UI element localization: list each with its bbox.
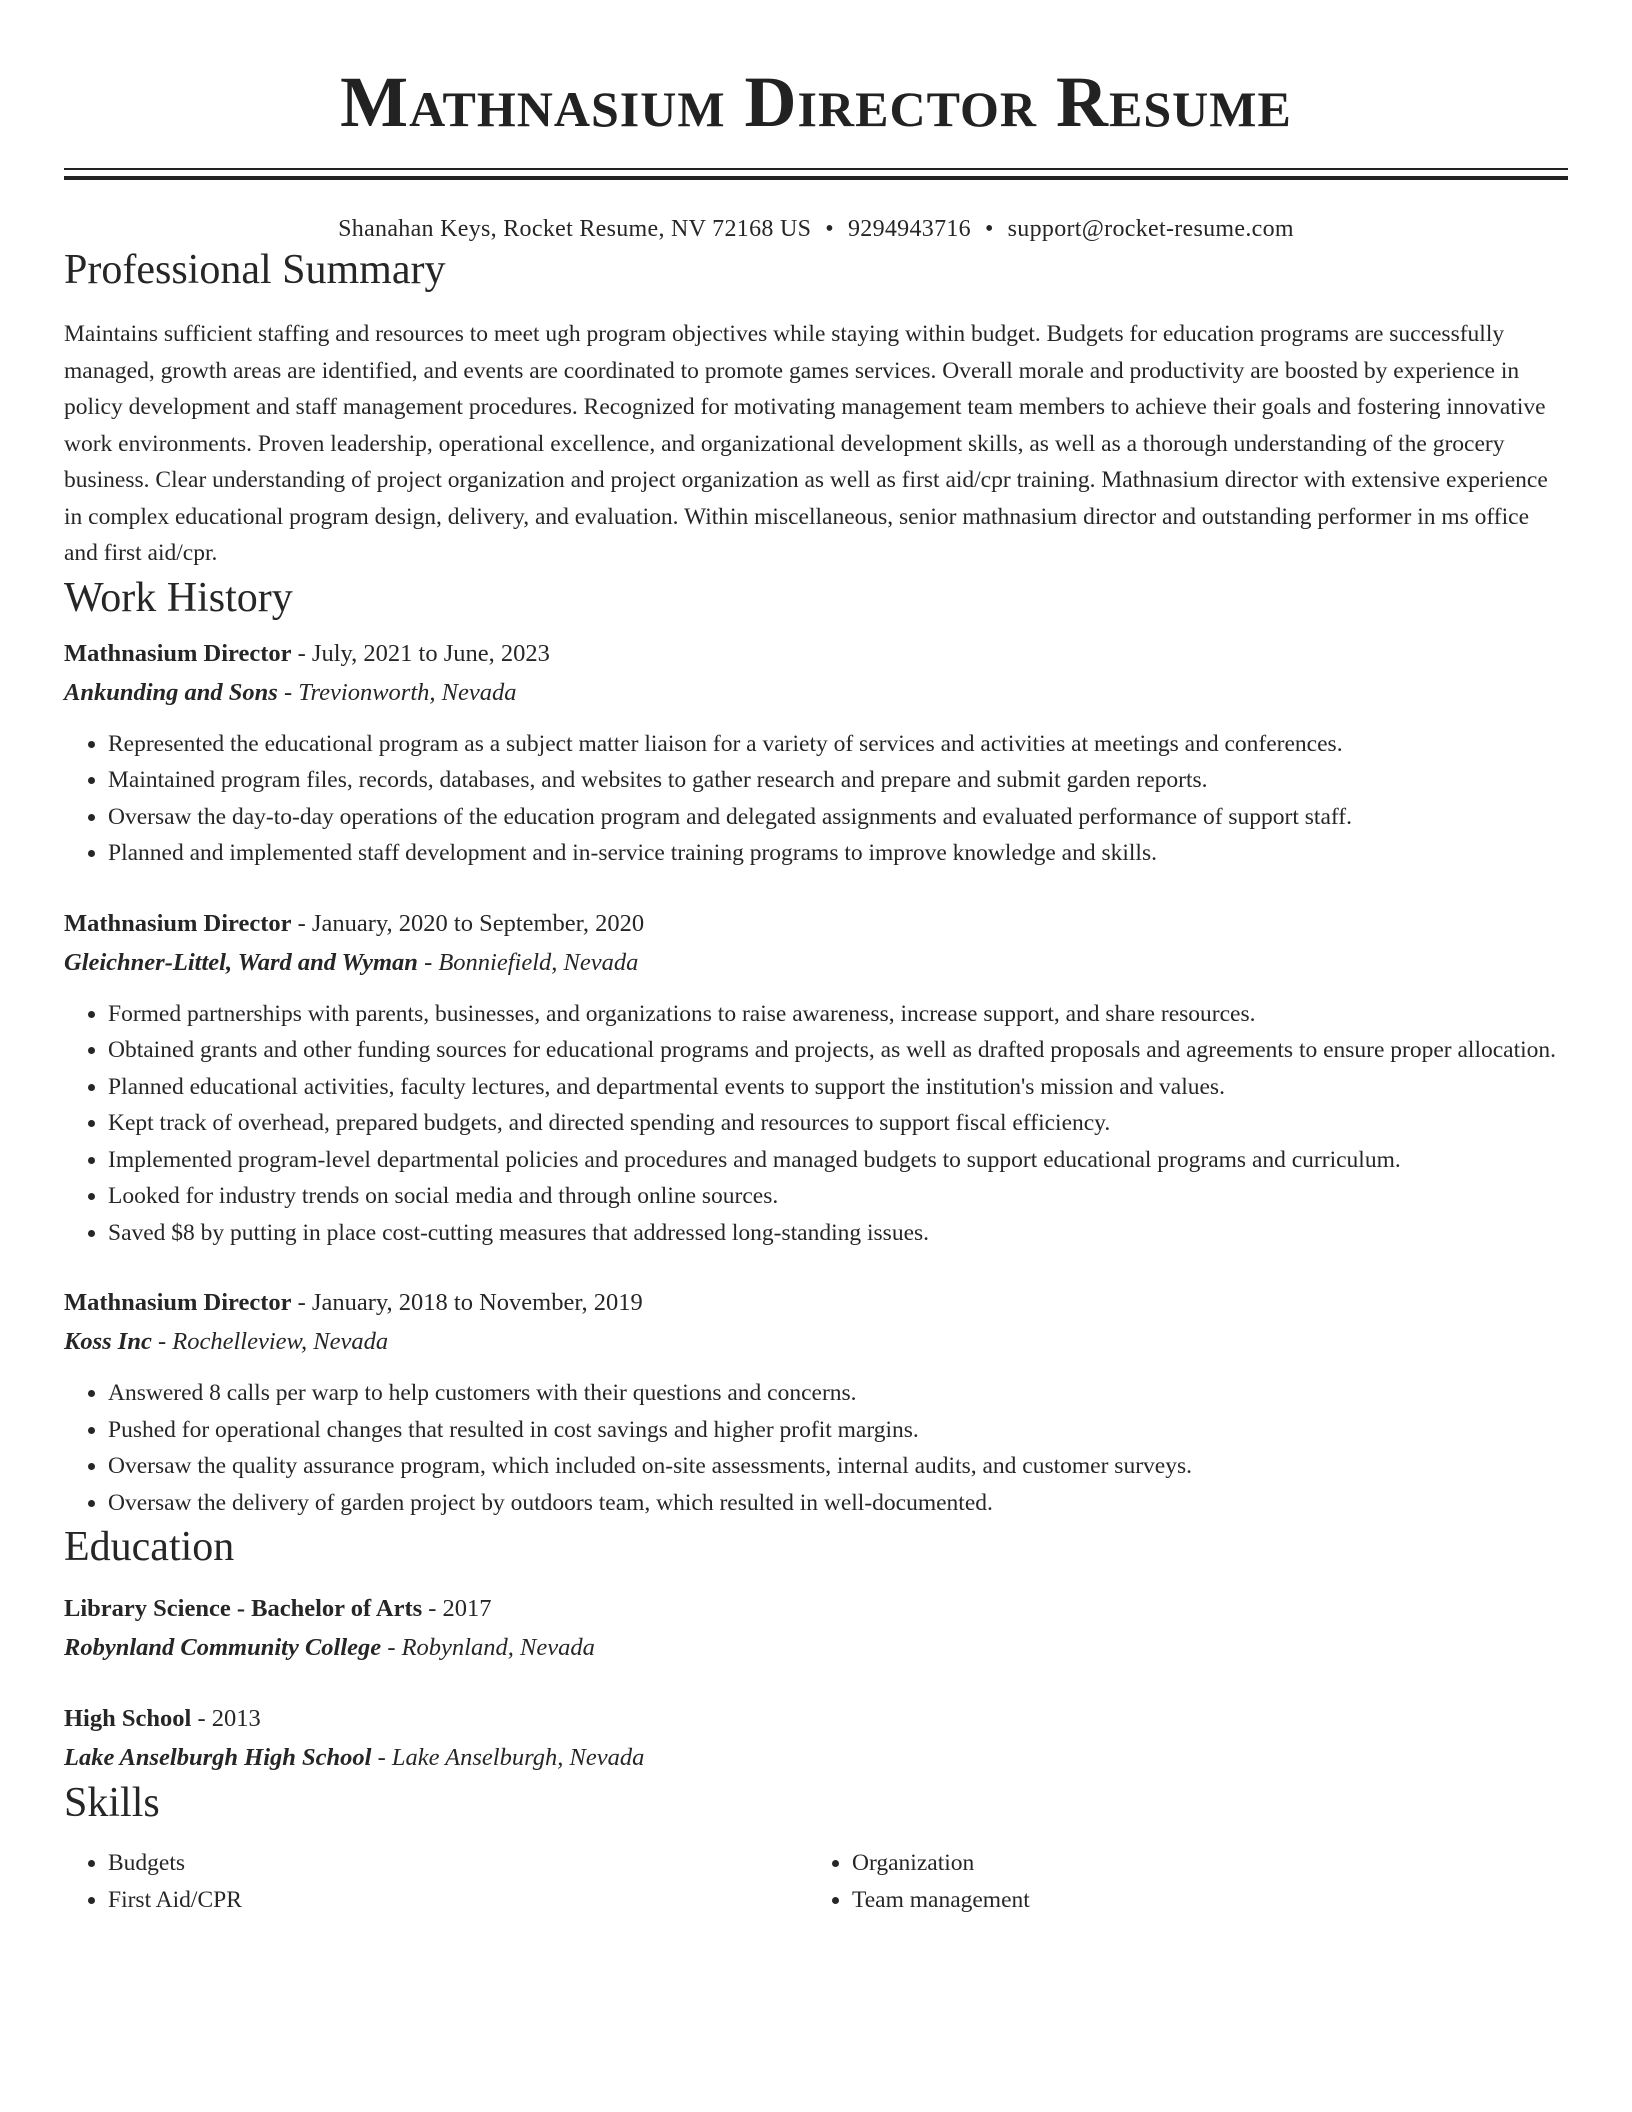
- job-location: - Rochelleview, Nevada: [151, 1328, 389, 1355]
- skills-column-right: [808, 1845, 1552, 1918]
- job-header: [64, 634, 1568, 673]
- contact-phone: 9294943716: [847, 216, 971, 242]
- job-location: - Trevionworth, Nevada: [277, 678, 517, 706]
- job-location: - Bonniefield, Nevada: [417, 948, 639, 976]
- job-bullet: • Looked for industry trends on social media and through online sources.: [108, 1178, 1568, 1215]
- summary-text: Maintains sufficient staffing and resources to meet ugh program objectives while staying within budget. Budgets for education programs are successfully managed, growth areas are identified, and events are coordinated to promote games services. Overall morale and productivity are boosted by experience in policy development and staff management procedures. Recognized for motivating management team members to achieve their goals and fostering innovative work environments. Proven leadership, operational excellence, and organizational development skills, as well as a thorough understanding of the grocery business. Clear understanding of project organization and project organization as well as first aid/cpr training. Mathnasium director with extensive experience in complex educational program design, delivery, and evaluation. Within miscellaneous, senior mathnasium director and outstanding performer in ms office and first aid/cpr.: [64, 321, 1548, 566]
- education-entry: [64, 1589, 1568, 1667]
- education-degree: Library Science - Bachelor of Arts: [64, 1595, 423, 1622]
- education-school: Robynland Community College: [64, 1634, 382, 1661]
- skill-item: • First Aid/CPR: [108, 1882, 808, 1919]
- job-entry: [64, 634, 1568, 872]
- education-header: [64, 1589, 1568, 1628]
- job-bullet: • Represented the educational program as a subject matter liaison for a variety of services and activities at meetings and conferences.: [108, 726, 1568, 763]
- education-school-line: [64, 1628, 1568, 1667]
- job-role: Mathnasium Director: [64, 909, 292, 937]
- skills-list: [64, 1845, 1568, 1918]
- education-entry: [64, 1699, 1568, 1777]
- skill-item: • Budgets: [108, 1845, 808, 1882]
- education-year: - 2013: [191, 1705, 261, 1732]
- job-bullets: [64, 1375, 1568, 1521]
- education-year: - 2017: [422, 1595, 492, 1622]
- education-degree: High School: [64, 1705, 192, 1732]
- education-location: - Robynland, Nevada: [381, 1634, 595, 1661]
- job-bullet: • Pushed for operational changes that resulted in cost savings and higher profit margins.: [108, 1412, 1568, 1449]
- job-bullet: • Oversaw the day-to-day operations of the education program and delegated assignments and evaluated performance of support staff.: [108, 799, 1568, 836]
- job-bullet: • Planned educational activities, faculty lectures, and departmental events to support the institution's mission and values.: [108, 1069, 1568, 1106]
- job-employer: [64, 673, 1568, 712]
- page-title: Mathnasium Director Resume: [340, 62, 1292, 142]
- job-company: Gleichner-Littel, Ward and Wyman: [64, 948, 418, 976]
- skill-item: • Team management: [852, 1882, 1552, 1919]
- job-bullet: • Kept track of overhead, prepared budgets, and directed spending and resources to support fiscal efficiency.: [108, 1105, 1568, 1142]
- job-entry: [64, 1283, 1568, 1521]
- title-divider-thick: [64, 176, 1568, 180]
- job-company: Ankunding and Sons: [64, 678, 278, 706]
- job-bullet: • Formed partnerships with parents, businesses, and organizations to raise awareness, increase support, and share resources.: [108, 996, 1568, 1033]
- job-dates: - January, 2020 to September, 2020: [291, 909, 645, 937]
- contact-separator: •: [825, 216, 834, 242]
- job-bullets: [64, 996, 1568, 1252]
- job-bullet: • Obtained grants and other funding sources for educational programs and projects, as well as drafted proposals and agreements to ensure proper allocation.: [108, 1032, 1568, 1069]
- job-bullet: • Planned and implemented staff development and in-service training programs to improve knowledge and skills.: [108, 835, 1568, 872]
- job-company: Koss Inc: [64, 1328, 152, 1355]
- job-header: [64, 1283, 1568, 1322]
- skills-column-left: [64, 1845, 808, 1918]
- title-divider-thin: [64, 168, 1568, 170]
- education-header: [64, 1699, 1568, 1738]
- skill-item: • Organization: [852, 1845, 1552, 1882]
- job-entry: [64, 904, 1568, 1252]
- contact-separator: •: [984, 216, 994, 242]
- job-bullet: • Oversaw the quality assurance program, which included on-site assessments, internal audits, and customer surveys.: [108, 1448, 1568, 1485]
- education-location: - Lake Anselburgh, Nevada: [371, 1744, 645, 1771]
- contact-address: Shanahan Keys, Rocket Resume, NV 72168 US: [338, 216, 812, 242]
- job-dates: - January, 2018 to November, 2019: [291, 1289, 643, 1316]
- job-role: Mathnasium Director: [64, 1289, 292, 1316]
- contact-email: support@rocket-resume.com: [1007, 216, 1294, 242]
- job-header: [64, 904, 1568, 943]
- job-employer: [64, 943, 1568, 982]
- job-dates: - July, 2021 to June, 2023: [291, 639, 550, 667]
- job-bullets: [64, 726, 1568, 872]
- job-role: Mathnasium Director: [64, 639, 292, 667]
- education-school: Lake Anselburgh High School: [64, 1744, 372, 1771]
- work-history-heading: Work History: [64, 574, 293, 621]
- contact-line: [64, 214, 1568, 244]
- education-heading: Education: [64, 1524, 235, 1570]
- job-bullet: • Oversaw the delivery of garden project by outdoors team, which resulted in well-documented.: [108, 1485, 1568, 1522]
- job-bullet: • Answered 8 calls per warp to help customers with their questions and concerns.: [108, 1375, 1568, 1412]
- job-bullet: • Saved $8 by putting in place cost-cutting measures that addressed long-standing issues.: [108, 1215, 1568, 1252]
- skills-heading: Skills: [64, 1780, 160, 1826]
- job-employer: [64, 1322, 1568, 1361]
- summary-heading: Professional Summary: [64, 247, 446, 293]
- education-school-line: [64, 1738, 1568, 1777]
- job-bullet: • Implemented program-level departmental policies and procedures and managed budgets to support educational programs and curriculum.: [108, 1142, 1568, 1179]
- job-bullet: • Maintained program files, records, databases, and websites to gather research and prepare and submit garden reports.: [108, 762, 1568, 799]
